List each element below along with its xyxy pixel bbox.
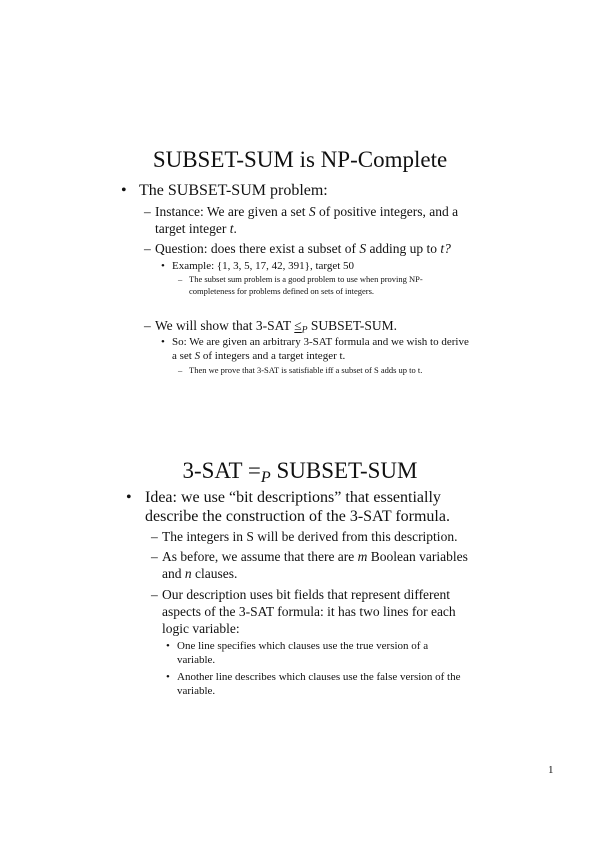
bullet-idea: • Idea: we use “bit descriptions” that essentially describe the construction of the 3-SAT formula. (126, 489, 450, 525)
bullet-as-before: – As before, we assume that there are m Boolean variables and n clauses. (151, 549, 468, 581)
dash-marker: – (178, 365, 183, 375)
bullet-integers: – The integers in S will be derived from this description. (151, 529, 458, 544)
dash-marker: – (178, 274, 183, 284)
dash-marker: – (151, 529, 158, 544)
bullet-then: – Then we prove that 3-SAT is satisfiable iff a subset of S adds up to t. (178, 365, 423, 375)
bullet-dot: • (161, 336, 165, 348)
bullet-example-note: – The subset sum problem is a good problem to use when proving NP-completeness for problems defined on sets of integers. (178, 274, 423, 296)
dash-marker: – (144, 204, 151, 219)
bullet-dot: • (126, 489, 132, 506)
bullet-reduction: – We will show that $3-SAT \le_P$ SUBSET-SUM. (144, 318, 398, 336)
slide-2-title: $3-SAT =_P$ SUBSET-SUM (182, 458, 418, 487)
dash-marker: – (151, 549, 158, 564)
bullet-line-false: • Another line describes which clauses use the false version of the variable. (166, 671, 461, 697)
bullet-line-true: • One line specifies which clauses use the true version of a variable. (166, 640, 429, 666)
dash-marker: – (144, 241, 151, 256)
dash-marker: – (144, 318, 151, 333)
bullet-dot: • (121, 182, 127, 199)
bullet-subset-sum-problem: • The SUBSET-SUM problem: (121, 182, 328, 199)
page-number: 1 (548, 764, 554, 776)
bullet-dot: • (161, 260, 165, 272)
slide-1-title: SUBSET-SUM is NP-Complete (152, 147, 448, 172)
bullet-example: • Example: {1, 3, 5, 17, 42, 391}, target 50 (161, 260, 355, 272)
bullet-dot: • (166, 671, 170, 683)
bullet-so: • So: We are given an arbitrary 3-SAT formula and we wish to derive a set S of integers and a target integer t. (161, 336, 469, 362)
bullet-dot: • (166, 640, 170, 652)
bullet-bit-fields: – Our description uses bit fields that represent different aspects of the 3-SAT formula: it has two lines for each logic variable: (151, 587, 456, 636)
bullet-question: – Question: does there exist a subset of S adding up to t? (144, 241, 451, 256)
bullet-instance: – Instance: We are given a set S of positive integers, and a target integer t. (144, 204, 459, 236)
dash-marker: – (151, 587, 158, 602)
